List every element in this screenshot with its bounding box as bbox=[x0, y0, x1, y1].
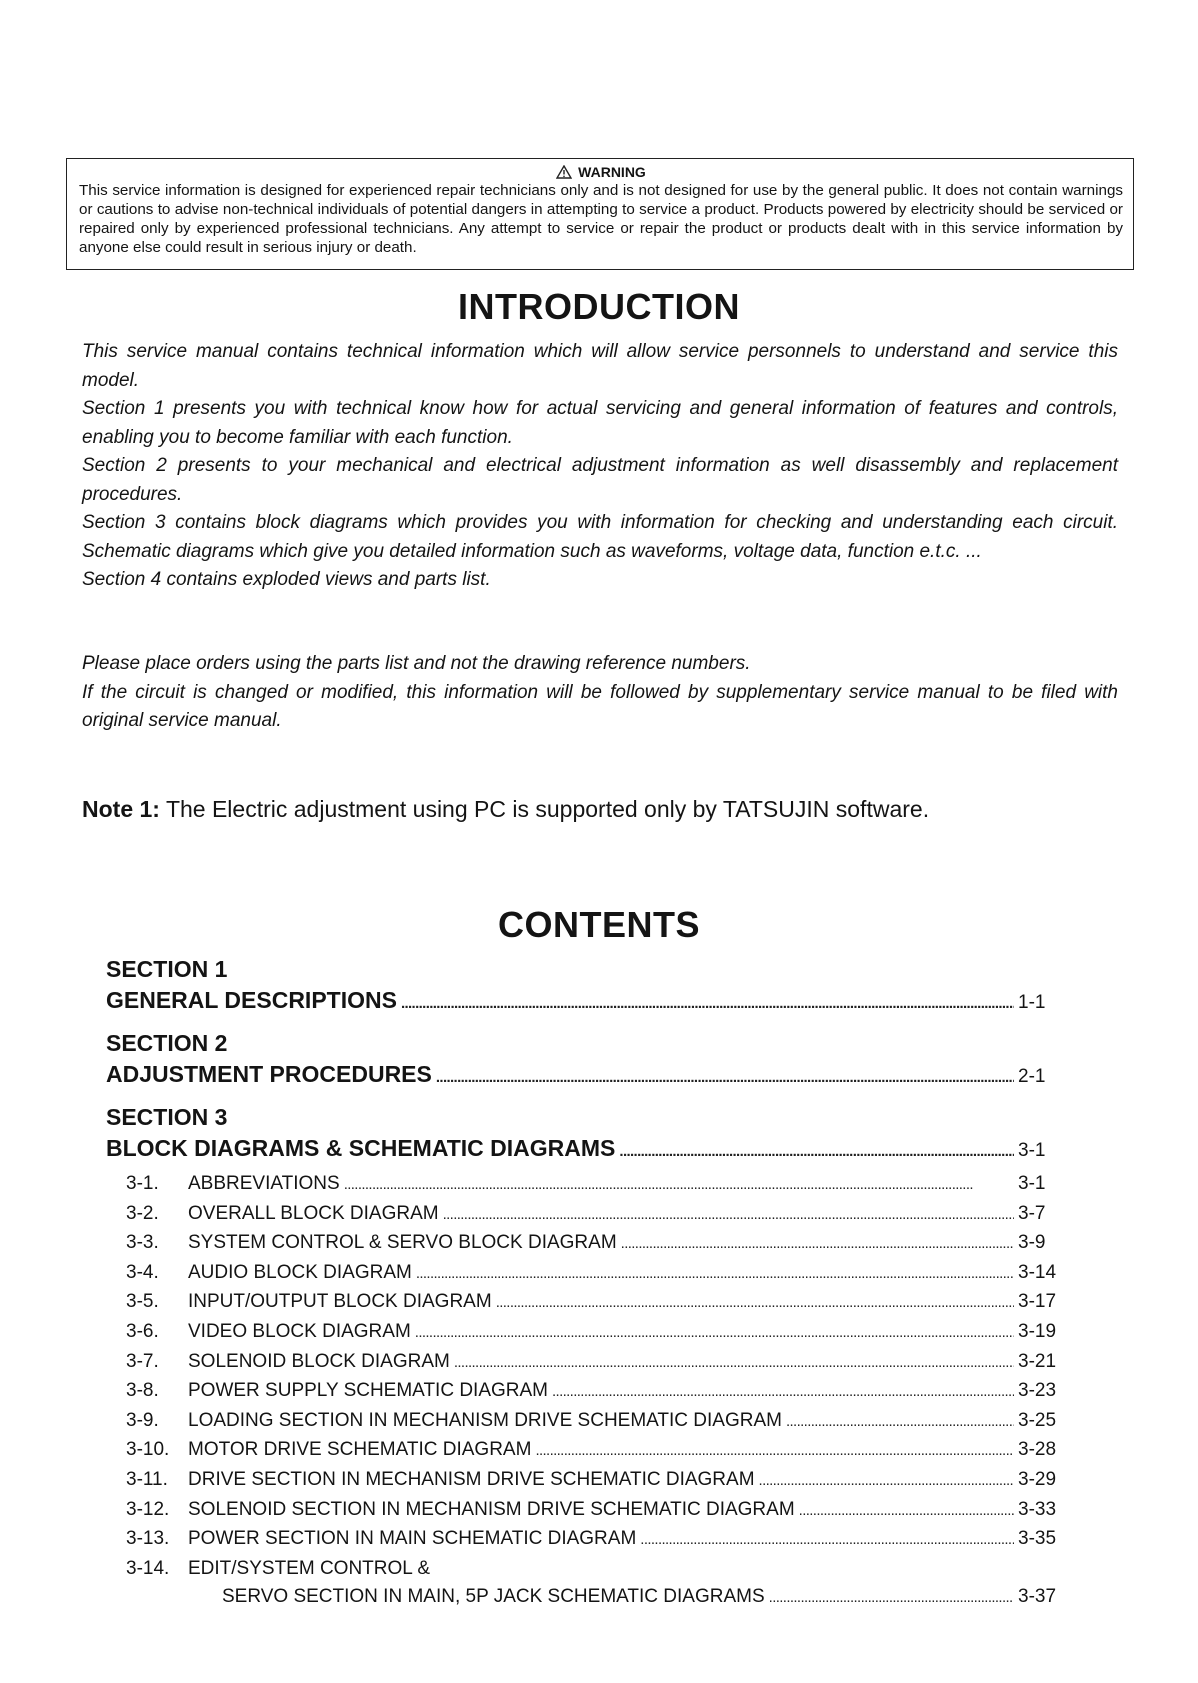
intro-paragraph: Section 4 contains exploded views and parts list. bbox=[82, 569, 491, 590]
toc-subitem-number: 3-12. bbox=[126, 1498, 170, 1520]
toc-dot-leader bbox=[619, 1136, 1014, 1168]
toc-dot-leader bbox=[416, 1260, 1014, 1289]
orders-paragraph: If the circuit is changed or modified, this information will be followed by supplementary service manual to be filed with original service manual. bbox=[82, 681, 1118, 731]
note-text: The Electric adjustment using PC is supported only by TATSUJIN software. bbox=[165, 796, 930, 822]
toc-subitem-number: 3-5. bbox=[126, 1291, 159, 1313]
toc-subitem-title: MOTOR DRIVE SCHEMATIC DIAGRAM bbox=[188, 1439, 532, 1461]
toc-page-number: 3-35 bbox=[1018, 1528, 1057, 1550]
toc-dot-leader bbox=[640, 1526, 1014, 1555]
toc-section-head: SECTION 3 bbox=[106, 1104, 228, 1130]
toc-subitem-number: 3-3. bbox=[126, 1232, 159, 1254]
toc-entry-title: GENERAL DESCRIPTIONS bbox=[106, 987, 397, 1013]
intro-paragraph: Section 2 presents to your mechanical and electrical adjustment information as well disassembly and replacement procedures. bbox=[82, 455, 1118, 505]
toc-page-number: 2-1 bbox=[1018, 1066, 1046, 1087]
toc-subitem-title: AUDIO BLOCK DIAGRAM bbox=[188, 1261, 412, 1283]
toc-subitem[interactable] bbox=[106, 1348, 1066, 1378]
toc-dot-leader bbox=[344, 1171, 1014, 1200]
toc-subitem[interactable] bbox=[106, 1466, 1066, 1496]
intro-paragraph: This service manual contains technical information which will allow service personnels to understand and service this model. bbox=[82, 341, 1118, 391]
toc-subitem-number: 3-8. bbox=[126, 1380, 159, 1402]
toc-page-number: 3-19 bbox=[1018, 1320, 1057, 1342]
toc-subitem-title: LOADING SECTION IN MECHANISM DRIVE SCHEMATIC DIAGRAM bbox=[188, 1409, 782, 1431]
toc-subitem-title: DRIVE SECTION IN MECHANISM DRIVE SCHEMATIC DIAGRAM bbox=[188, 1468, 755, 1490]
toc-subitem[interactable] bbox=[106, 1170, 1066, 1200]
toc-page-number: 3-37 bbox=[1018, 1586, 1057, 1608]
toc-page-number: 3-25 bbox=[1018, 1409, 1057, 1431]
toc-page-number: 3-21 bbox=[1018, 1350, 1057, 1372]
toc-subitem-number: 3-6. bbox=[126, 1320, 159, 1342]
toc-subitem-number: 3-2. bbox=[126, 1202, 159, 1224]
toc-subitem-title: EDIT/SYSTEM CONTROL & bbox=[188, 1557, 431, 1579]
toc-subitem-number: 3-11. bbox=[126, 1468, 168, 1490]
toc-subitem-number: 3-4. bbox=[126, 1261, 159, 1283]
toc-dot-leader bbox=[799, 1497, 1014, 1526]
intro-paragraph: Section 3 contains block diagrams which provides you with information for checking and understanding each circuit. Schematic diagrams which give you detailed information such as waveforms, voltage data, function e.t.c. ... bbox=[82, 512, 1118, 562]
toc-page-number: 3-7 bbox=[1018, 1202, 1046, 1224]
toc-page-number: 3-23 bbox=[1018, 1380, 1057, 1402]
introduction-title: INTRODUCTION bbox=[458, 286, 740, 327]
toc-subitem-number: 3-7. bbox=[126, 1350, 159, 1372]
toc-subitem-list bbox=[106, 1170, 1066, 1583]
toc-dot-leader bbox=[436, 1062, 1014, 1094]
intro-paragraph: Section 1 presents you with technical know how for actual servicing and general information of features and controls, enabling you to become familiar with each function. bbox=[82, 398, 1118, 448]
toc-entry-title: ADJUSTMENT PROCEDURES bbox=[106, 1061, 432, 1087]
toc-page-number: 3-28 bbox=[1018, 1439, 1057, 1461]
toc-page-number: 3-29 bbox=[1018, 1468, 1057, 1490]
warning-triangle-icon bbox=[556, 165, 572, 179]
toc-subitem-title: SOLENOID SECTION IN MECHANISM DRIVE SCHEMATIC DIAGRAM bbox=[188, 1498, 795, 1520]
toc-subitem-title: INPUT/OUTPUT BLOCK DIAGRAM bbox=[188, 1291, 492, 1313]
toc-dot-leader bbox=[786, 1408, 1014, 1437]
warning-title: WARNING bbox=[578, 164, 646, 180]
toc-subitem[interactable] bbox=[106, 1229, 1066, 1259]
note bbox=[82, 794, 1118, 824]
toc-dot-leader bbox=[496, 1289, 1014, 1318]
toc-entry-title: SERVO SECTION IN MAIN, 5P JACK SCHEMATIC DIAGRAMS bbox=[222, 1586, 765, 1608]
toc-subitem[interactable] bbox=[106, 1200, 1066, 1230]
toc-entry-title: BLOCK DIAGRAMS & SCHEMATIC DIAGRAMS bbox=[106, 1135, 616, 1161]
toc-section-head: SECTION 2 bbox=[106, 1030, 228, 1056]
toc-dot-leader bbox=[443, 1201, 1014, 1230]
toc-page-number: 3-17 bbox=[1018, 1291, 1057, 1313]
toc-subitem[interactable] bbox=[106, 1288, 1066, 1318]
toc-major-entry[interactable] bbox=[106, 984, 1066, 1020]
toc-continuation-entry[interactable] bbox=[106, 1583, 1066, 1613]
toc-section-head: SECTION 1 bbox=[106, 956, 228, 982]
toc-subitem-number: 3-13. bbox=[126, 1528, 170, 1550]
toc-subitem-title: POWER SECTION IN MAIN SCHEMATIC DIAGRAM bbox=[188, 1528, 637, 1550]
toc-page-number: 3-1 bbox=[1018, 1140, 1046, 1161]
toc-subitem-number: 3-14. bbox=[126, 1557, 170, 1579]
toc-dot-leader bbox=[759, 1467, 1014, 1496]
toc-subitem-title: ABBREVIATIONS bbox=[188, 1173, 340, 1194]
orders-body bbox=[82, 650, 1118, 736]
contents-title: CONTENTS bbox=[498, 904, 700, 945]
toc-subitem[interactable] bbox=[106, 1555, 1066, 1584]
toc-subitem[interactable] bbox=[106, 1436, 1066, 1466]
toc-dot-leader bbox=[415, 1319, 1014, 1348]
toc-subitem-title: SYSTEM CONTROL & SERVO BLOCK DIAGRAM bbox=[188, 1232, 617, 1254]
toc-page-number: 1-1 bbox=[1018, 992, 1046, 1013]
toc-page-number: 3-1 bbox=[1018, 1173, 1046, 1194]
toc-dot-leader bbox=[401, 988, 1014, 1020]
toc-subitem-title: OVERALL BLOCK DIAGRAM bbox=[188, 1202, 439, 1224]
toc-major-entry[interactable] bbox=[106, 1058, 1066, 1094]
orders-paragraph: Please place orders using the parts list and not the drawing reference numbers. bbox=[82, 653, 751, 674]
toc-subitem-title: SOLENOID BLOCK DIAGRAM bbox=[188, 1350, 450, 1372]
toc-dot-leader bbox=[552, 1378, 1014, 1407]
toc-subitem[interactable] bbox=[106, 1407, 1066, 1437]
toc-subitem[interactable] bbox=[106, 1318, 1066, 1348]
toc-page-number: 3-14 bbox=[1018, 1261, 1057, 1283]
toc-dot-leader bbox=[621, 1230, 1014, 1259]
toc-subitem[interactable] bbox=[106, 1259, 1066, 1289]
toc-subitem[interactable] bbox=[106, 1377, 1066, 1407]
warning-heading bbox=[79, 163, 1123, 181]
toc-page-number: 3-33 bbox=[1018, 1498, 1057, 1520]
table-of-contents bbox=[106, 954, 1066, 1613]
toc-subitem[interactable] bbox=[106, 1496, 1066, 1526]
toc-dot-leader bbox=[454, 1349, 1014, 1378]
note-label: Note 1: bbox=[82, 796, 160, 822]
warning-box bbox=[66, 158, 1134, 270]
toc-page-number: 3-9 bbox=[1018, 1232, 1046, 1254]
toc-subitem-title: POWER SUPPLY SCHEMATIC DIAGRAM bbox=[188, 1380, 548, 1402]
toc-subitem-number: 3-9. bbox=[126, 1409, 159, 1431]
toc-dot-leader bbox=[535, 1437, 1014, 1466]
introduction-body bbox=[82, 338, 1118, 595]
toc-dot-leader bbox=[769, 1584, 1014, 1613]
toc-subitem[interactable] bbox=[106, 1525, 1066, 1555]
toc-major-entry[interactable] bbox=[106, 1132, 1066, 1168]
toc-subitem-number: 3-1. bbox=[126, 1173, 159, 1194]
toc-subitem-number: 3-10. bbox=[126, 1439, 170, 1461]
toc-subitem-title: VIDEO BLOCK DIAGRAM bbox=[188, 1320, 411, 1342]
warning-text: This service information is designed for experienced repair technicians only and is not designed for use by the general public. It does not contain warnings or cautions to advise non-technical individuals of potential dangers in attempting to service a product. Products powered by electricity should be serviced or repaired only by experienced professional technicians. Any attempt to service or repair the product or products dealt with in this service information by anyone else could result in serious injury or death. bbox=[79, 182, 1123, 256]
